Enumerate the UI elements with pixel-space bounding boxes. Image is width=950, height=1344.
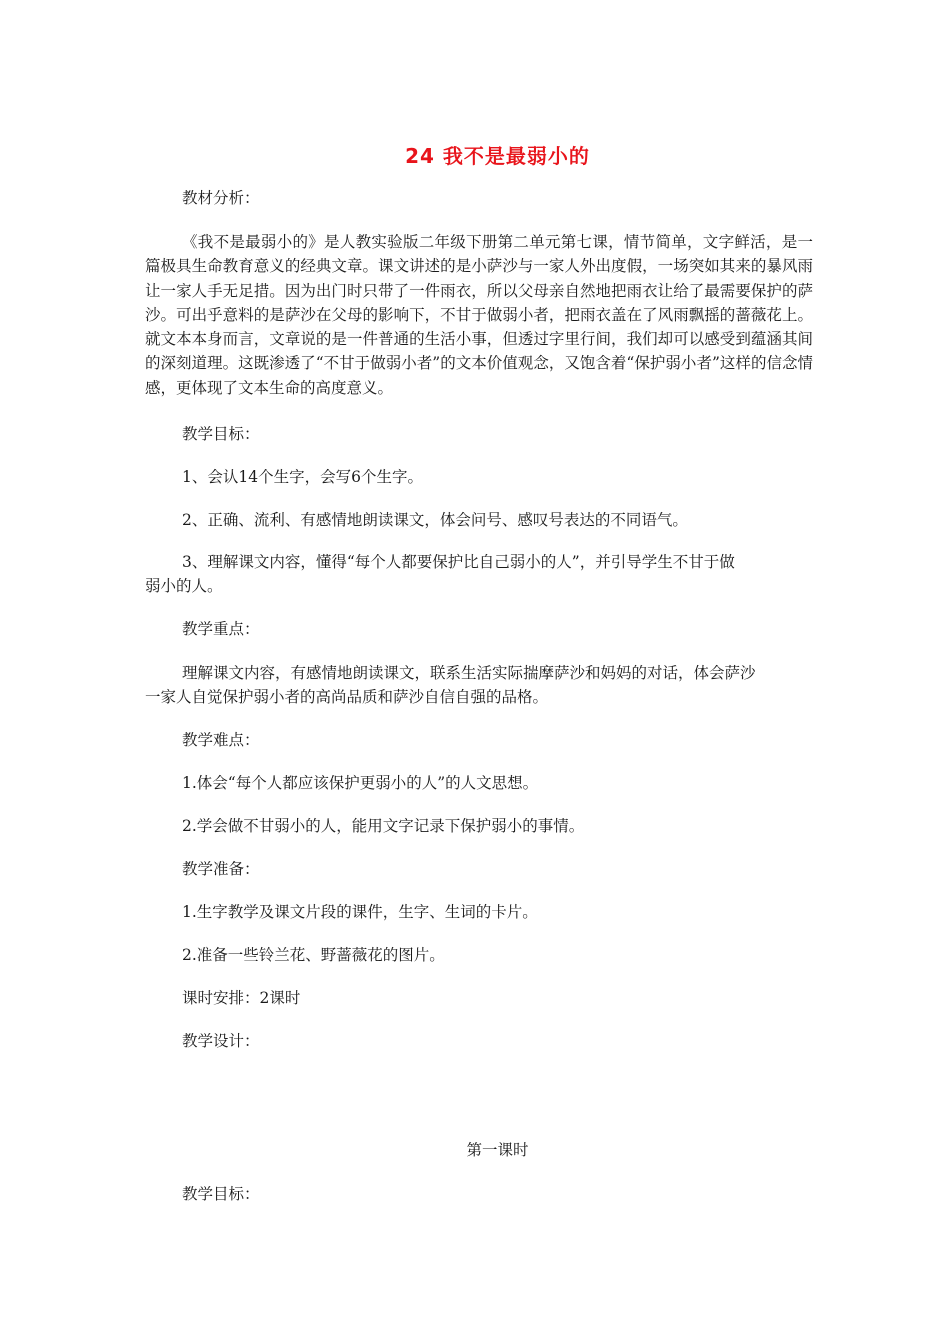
goal-item-2: 2、正确、流利、有感情地朗读课文，体会问号、感叹号表达的不同语气。 xyxy=(182,511,688,529)
lesson-one-heading: 第一课时 xyxy=(466,1141,529,1159)
document-title: 24 我不是最弱小的 xyxy=(405,144,590,168)
prep-item-1: 1.生字教学及课文片段的课件，生字、生词的卡片。 xyxy=(182,903,538,921)
difficulty-item-1: 1.体会“每个人都应该保护更弱小的人”的人文思想。 xyxy=(182,774,539,792)
focus-heading: 教学重点： xyxy=(182,620,260,638)
goal-item-3-line-1: 3、理解课文内容，懂得“每个人都要保护比自己弱小的人”，并引导学生不甘于做 xyxy=(182,553,735,571)
goals-heading: 教学目标： xyxy=(182,425,260,443)
prep-item-2: 2.准备一些铃兰花、野蔷薇花的图片。 xyxy=(182,946,445,964)
focus-line-1: 理解课文内容，有感情地朗读课文，联系生活实际揣摩萨沙和妈妈的对话，体会萨沙 xyxy=(182,664,756,682)
analysis-heading: 教材分析： xyxy=(182,189,260,207)
lesson-one-goals-heading: 教学目标： xyxy=(182,1185,260,1203)
goal-item-3-line-2: 弱小的人。 xyxy=(145,577,223,595)
goal-item-1: 1、会认14个生字，会写6个生字。 xyxy=(182,468,423,486)
prep-heading: 教学准备： xyxy=(182,860,260,878)
focus-line-2: 一家人自觉保护弱小者的高尚品质和萨沙自信自强的品格。 xyxy=(145,688,549,706)
analysis-paragraph: 《我不是最弱小的》是人教实验版二年级下册第二单元第七课，情节简单，文字鲜活，是一篇极具生命教育意义的经典文章。课文讲述的是小萨沙与一家人外出度假，一场突如其来的暴风雨让一家人手无足措。因为出门时只带了一件雨衣，所以父母亲自然地把雨衣让给了最需要保护的萨沙。可出乎意料的是萨沙在父母的影响下，不甘于做弱小者，把雨衣盖在了风雨飘摇的蔷薇花上。就文本本身而言，文章说的是一件普通的生活小事，但透过字里行间，我们却可以感受到蕴涵其间的深刻道理。这既渗透了“不甘于做弱小者”的文本价值观念，又饱含着“保护弱小者”这样的信念情感，更体现了文本生命的高度意义。 xyxy=(145,233,813,397)
schedule-line: 课时安排：2课时 xyxy=(182,989,301,1007)
difficulty-item-2: 2.学会做不甘弱小的人，能用文字记录下保护弱小的事情。 xyxy=(182,817,585,835)
difficulty-heading: 教学难点： xyxy=(182,731,260,749)
design-heading: 教学设计： xyxy=(182,1032,260,1050)
